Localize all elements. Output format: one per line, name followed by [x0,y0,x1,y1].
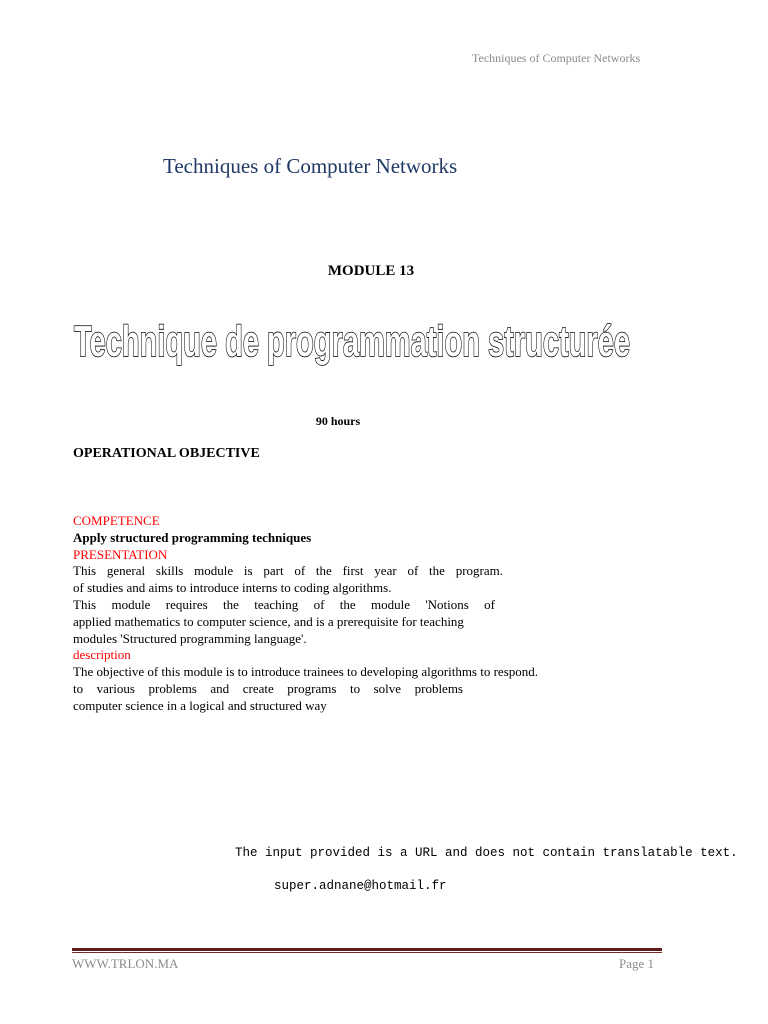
presentation-line: of studies and aims to introduce interns to coding algorithms. [73,580,392,596]
presentation-label: PRESENTATION [73,546,168,562]
duration: 90 hours [315,414,361,428]
document-title: Techniques of Computer Networks [163,154,458,178]
presentation-line: This general skills module is part of the first year of the program. [73,563,503,579]
description-paragraph [73,664,538,714]
competence-label: COMPETENCE [73,513,160,528]
module-body [73,513,538,715]
course-name-wordart [72,310,632,370]
footer-rule [72,948,662,953]
footer-page-number: Page 1 [619,956,655,971]
operational-objective-heading: OPERATIONAL OBJECTIVE [73,446,260,461]
presentation-line: modules 'Structured programming language'. [73,630,307,646]
untranslated-note: The input provided is a URL and does not contain translatable text. [235,846,738,860]
description-line: computer science in a logical and structured way [73,697,327,713]
footer-website: WWW.TRLON.MA [72,956,179,971]
competence-text: Apply structured programming techniques [73,529,312,545]
author-email: super.adnane@hotmail.fr [274,879,447,893]
running-header: Techniques of Computer Networks [472,51,641,65]
course-name-text: Technique de programmation structurée [74,317,630,366]
description-line: to various problems and create programs to solve problems [73,680,463,696]
presentation-line: applied mathematics to computer science, and is a prerequisite for teaching [73,613,464,629]
presentation-line: This module requires the teaching of the module 'Notions of [73,596,495,612]
presentation-paragraph [73,563,538,647]
module-number: MODULE 13 [327,263,415,279]
description-line: The objective of this module is to introduce trainees to developing algorithms to respond. [73,664,539,680]
description-label: description [73,647,131,663]
